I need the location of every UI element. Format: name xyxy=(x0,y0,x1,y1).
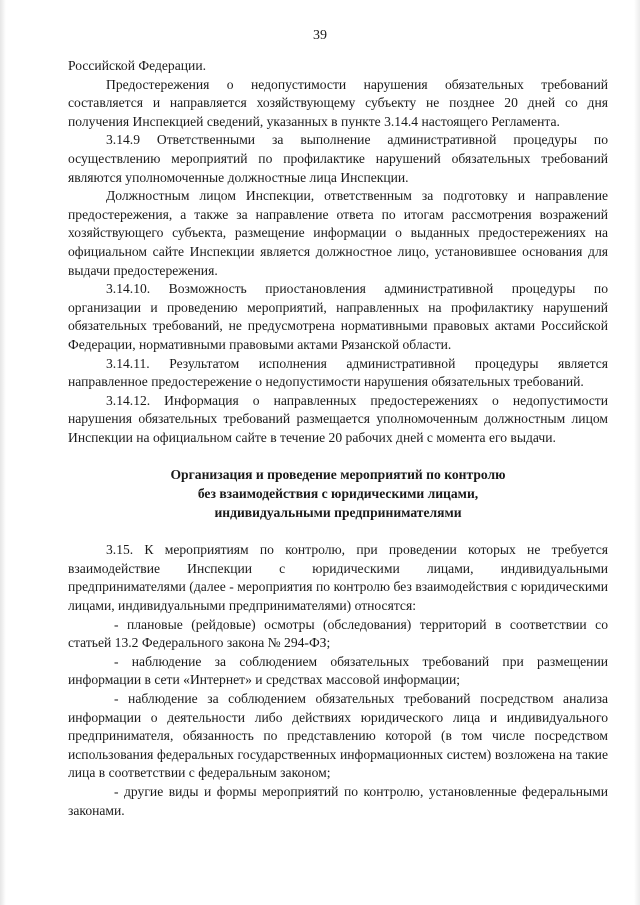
list-item: - наблюдение за соблюдением обязательных требований посредством анализа информации о деятельности либо действиях юридического лица и индивидуального предпринимателя, обязанность по представлению которой (в том числе посредством использования федеральных государственных информационных систем) возложена на такие лица в соответствии с федеральным законом; xyxy=(68,691,608,781)
list-item: - наблюдение за соблюдением обязательных требований при размещении информации в сети «Интернет» и средствах массовой информации; xyxy=(68,653,608,688)
list-item: - плановые (рейдовые) осмотры (обследования) территорий в соответствии со статьей 13.2 Федерального закона № 294-ФЗ; xyxy=(68,616,608,651)
section-heading-line: без взаимодействия с юридическими лицами, xyxy=(197,486,479,502)
scan-edge-left xyxy=(0,0,6,905)
paragraph-3-14-12: 3.14.12. Информация о направленных предостережениях о недопустимости нарушения обязательных требований размещается уполномоченным должностным лицом Инспекции на официальном сайте в течение 20 рабочих дней с момента его выдачи. xyxy=(68,392,608,445)
scan-edge-right xyxy=(634,0,640,905)
list-item: - другие виды и формы мероприятий по контролю, установленные федеральными законами. xyxy=(68,783,608,818)
section-heading xyxy=(68,466,608,522)
paragraph-3-14-11: 3.14.11. Результатом исполнения административной процедуры является направленное предостережение о недопустимости нарушения обязательных требований. xyxy=(68,355,608,390)
document-body xyxy=(68,57,608,820)
section-heading-line: Организация и проведение мероприятий по контролю xyxy=(170,467,506,483)
paragraph-continuation: Российской Федерации. xyxy=(68,58,206,73)
section-heading-line: индивидуальными предпринимателями xyxy=(214,504,462,520)
page-number: 39 xyxy=(313,28,327,43)
paragraph: Должностным лицом Инспекции, ответственным за подготовку и направление предостережения, а также за направление ответа по итогам рассмотрения возражений хозяйствующего субъекта, размещение информации о выданных предостережениях на официальном сайте Инспекции является должностное лицо, установившее основания для выдачи предостережения. xyxy=(68,188,608,278)
paragraph-3-15: 3.15. К мероприятиям по контролю, при проведении которых не требуется взаимодействие Инспекции с юридическими лицами, индивидуальными предпринимателями (далее - мероприятия по контролю без взаимодействия с юридическими лицами, индивидуальными предпринимателями) относятся: xyxy=(68,542,608,614)
paragraph: Предостережения о недопустимости нарушения обязательных требований составляется и направляется хозяйствующему субъекту не позднее 20 дней со дня получения Инспекцией сведений, указанных в пункте 3.14.4 настоящего Регламента. xyxy=(68,76,608,129)
paragraph-3-14-9: 3.14.9 Ответственными за выполнение административной процедуры по осуществлению мероприятий по профилактике нарушений обязательных требований являются уполномоченные должностные лица Инспекции. xyxy=(68,132,608,185)
paragraph-3-14-10: 3.14.10. Возможность приостановления административной процедуры по организации и проведению мероприятий, направленных на профилактику нарушений обязательных требований, не предусмотрена нормативными правовых актами Российской Федерации, нормативными правовыми актами Рязанской области. xyxy=(68,281,608,352)
